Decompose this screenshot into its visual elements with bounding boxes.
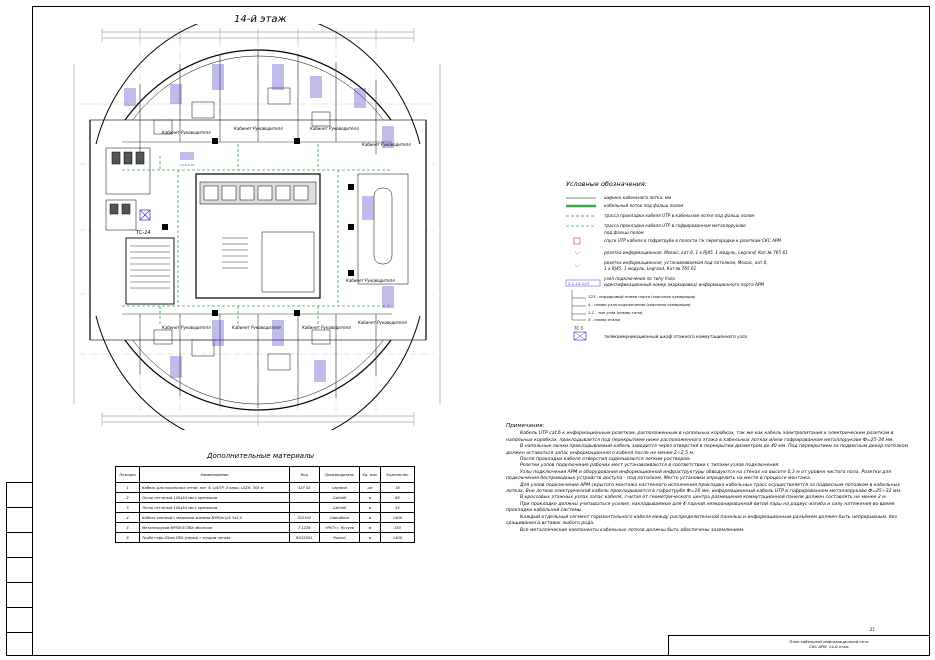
table-cell: 4 [116, 513, 140, 523]
table-cell: 352102 [289, 513, 319, 523]
table-cell: 66 [380, 493, 414, 503]
table-cell: 327 54 [289, 483, 319, 493]
table-cell: Legrand [319, 483, 360, 493]
table-cell: Металлорукав МРПИ В ПВХ оболочке [139, 523, 289, 533]
table-row [116, 533, 415, 543]
table-row [116, 513, 415, 523]
table-cell: «РКТ»», Кучуев [319, 523, 360, 533]
note-paragraph: Кабель UTP cat.6 к информационным розеткам, расположенным в напольных коробках, так же как кабель электропитания к электрическим розеткам в напольных коробках, прокладывается под перекрытием ниже расположенного этажа в кабельных лотках и/или гофрированном металлорукаве Ф=25-34 мм. [506, 431, 894, 443]
table-cell: м [360, 513, 380, 523]
table-cell: Кабель силовой с медными жилами NYM(нг)LS 3х2,5 [139, 513, 289, 523]
tag-part: 123 - порядковый номер порта (сквозная нумерация) [588, 294, 696, 299]
tag-example: 5-1-14-123 [568, 281, 590, 286]
column-header: Количество [380, 467, 414, 483]
table-header-row [116, 467, 415, 483]
column-header: Код [289, 467, 319, 483]
outlet-tag: 14-2-1-22 [180, 163, 195, 167]
room-label: Кабинет Руководителя [362, 142, 411, 147]
table-cell [289, 493, 319, 503]
legend-item: трасса прокладки кабеля UTP в кабельном лотке под фальш полом [604, 213, 755, 218]
legend-marks [562, 180, 822, 350]
table-cell: 1400 [380, 533, 414, 543]
table-cell: Кабель для локальных сетей, кат. 6, U/UTP, 4 пары, LSZH, 305 м [139, 483, 289, 493]
table-row [116, 523, 415, 533]
legend-item: спуск UTP кабеля в гофротрубе в полости г/к перегородки к розеткам СКС АРМ [604, 238, 782, 243]
notes-header: Примечания: [506, 423, 545, 429]
table-row [116, 503, 415, 513]
note-paragraph: В кроссовых этажных узлах запас кабеля, считая от геометрического центра размещения коммутационной панели должен составлять не менее 2 м. [520, 495, 888, 501]
table-cell: Севкабель [319, 513, 360, 523]
note-paragraph: Для узлов подключения АРМ скрытого монтажа настенного исполнения прокладка кабельных трасс осуществляется за подвесным потолком в кабельных лотках. Вне лотков электрической кабель прокладывается в гофротрубе Ф=16 мм, информационный кабель UTP в гофрированном металлорукаве Ф=25÷32 мм. [506, 482, 902, 495]
table-cell: 2 [116, 493, 140, 503]
tag-part: 1-1 - тип узла (номер типа) [588, 310, 643, 315]
legend-item: под фальш полом [604, 230, 644, 235]
table-cell: Лоток сетчатый 100х54 мм с крепежом [139, 503, 289, 513]
side-stamp-strip [6, 482, 32, 656]
table-cell: Cablofil [319, 493, 360, 503]
note-paragraph: Узлы подключения АРМ и оборудования информационной инфраструктуры обводуются на стенах на высоте 0,3 м от уровня чистого пола. Розетки для подключения беспроводных устройств доступа - под потолком. Место установки определить на месте в процессе монтажа. [506, 469, 892, 482]
note-paragraph: Каждый отдельный сегмент горизонтального кабеля между распределительной панелью и информационным разъёмом должен быть непрерывным, без сращивания и вставок любого рода. [506, 514, 897, 527]
note-paragraph: При прокладке должны учитываться усилия, накладываемые для 4-парной неэкранированной витой пары на радиус-изгиба и силу натяжения во время прокладки кабельной системы. [506, 501, 895, 514]
legend-item: 1 x RJ45, 1 модуль, Legrand, Кат.№ 765 61 [604, 266, 697, 271]
room-label: Кабинет Руководителя [162, 130, 211, 135]
column-header: Позиция [116, 467, 140, 483]
cabinet-tag: ТС-5 [574, 326, 584, 331]
legend-item: идентификационный номер (маркировка) информационного порта АРМ [604, 282, 765, 287]
room-label: Кабинет Руководителя [358, 320, 407, 325]
title-stamp [668, 627, 929, 656]
column-header: Ед. изм. [360, 467, 380, 483]
table-cell [289, 503, 319, 513]
telecom-cabinet-label: ТС-14 [136, 230, 151, 236]
materials-title: Дополнительные материалы [207, 452, 315, 460]
legend-item: розетка информационная, Mosaic, кат.6, 1 x RJ45, 1 модуль, Legrand, Кат.№ 765 61 [604, 250, 788, 255]
table-cell: Ruvinil [319, 533, 360, 543]
legend-item: трасса прокладки кабеля UTP в гофрированном металлорукаве [604, 223, 746, 228]
table-cell: шт [360, 483, 380, 493]
legend-item: кабельный лоток под фальш полом [604, 203, 684, 208]
room-label: Кабинет Руководителя [346, 278, 395, 283]
tag-part: 5 - номер этажа [588, 317, 621, 322]
column-header: Наименование [139, 467, 289, 483]
svg-text:◡: ◡ [575, 248, 580, 255]
legend-item: ширина кабельного лотка, мм [604, 195, 672, 200]
legend-item: узел подключения по типу Узла [604, 276, 675, 281]
table-cell: 3 [116, 503, 140, 513]
table-cell: 7 1226 [289, 523, 319, 533]
table-cell: 150 [380, 523, 414, 533]
notes [506, 423, 918, 534]
table-cell: Лоток сетчатый 100х54 мм с крепежом [139, 493, 289, 503]
room-label: Кабинет Руководителя [234, 126, 283, 131]
table-cell: Труба гофр.25мм ПВХ (серая) с зондом легкая [139, 533, 289, 543]
room-label: Кабинет Руководителя [310, 126, 359, 131]
table-cell: м [360, 493, 380, 503]
floor-plan [62, 24, 452, 430]
column-header: Производитель [319, 467, 360, 483]
room-label: Кабинет Руководителя [162, 325, 211, 330]
table-cell: 16 [380, 483, 414, 493]
table-cell: 1 [116, 483, 140, 493]
legend-item: телекоммуникационный шкаф этажного коммутационного узла [604, 334, 748, 339]
table-cell: м [360, 523, 380, 533]
note-paragraph: Все металлические компоненты кабельных лотков должны быть обеспечены заземлением. [520, 527, 745, 533]
table-cell: м [360, 503, 380, 513]
sheet-title: План кабельной информационной сети СКС АРМ, 14-й этаж [789, 639, 869, 649]
legend-header: Условные обозначения: [566, 180, 648, 188]
table-row [116, 483, 415, 493]
svg-text:◡: ◡ [575, 261, 580, 268]
tag-part: 4 - номер узла подключения (сквозная нумерация) [588, 302, 691, 307]
sheet-number: 21 [869, 627, 875, 632]
table-row [116, 493, 415, 503]
room-label: Кабинет Руководителя [232, 325, 281, 330]
legend [562, 180, 822, 350]
note-paragraph: Розетки узлов подключения рабочих мест устанавливаются в соответствии с типами узлов подключения. [520, 463, 780, 469]
table-cell: м [360, 533, 380, 543]
note-paragraph: В напольные лючки прокладываемый кабель заводится через отверстия в перекрытии диаметром до 40 мм. Под перекрытием за подвесным декор-потолком должен оставаться запас информационного кабеля после не менее 2÷2,5 м. [506, 444, 909, 456]
table-cell: Cablofil [319, 503, 360, 513]
table-cell: RU32501 [289, 533, 319, 543]
room-label: Кабинет Руководителя [302, 325, 351, 330]
table-cell: 54 [380, 503, 414, 513]
materials-table [115, 466, 415, 543]
floor-title: 14-й этаж [234, 14, 287, 25]
table-cell: 1400 [380, 513, 414, 523]
table-cell: 5 [116, 523, 140, 533]
legend-item: розетка информационная, устанавливаемая под потолком, Mosaic, кат.6, [604, 260, 768, 265]
table-cell: 6 [116, 533, 140, 543]
note-paragraph: После прокладки кабеля отверстия заделываются легким раствором. [520, 457, 692, 463]
